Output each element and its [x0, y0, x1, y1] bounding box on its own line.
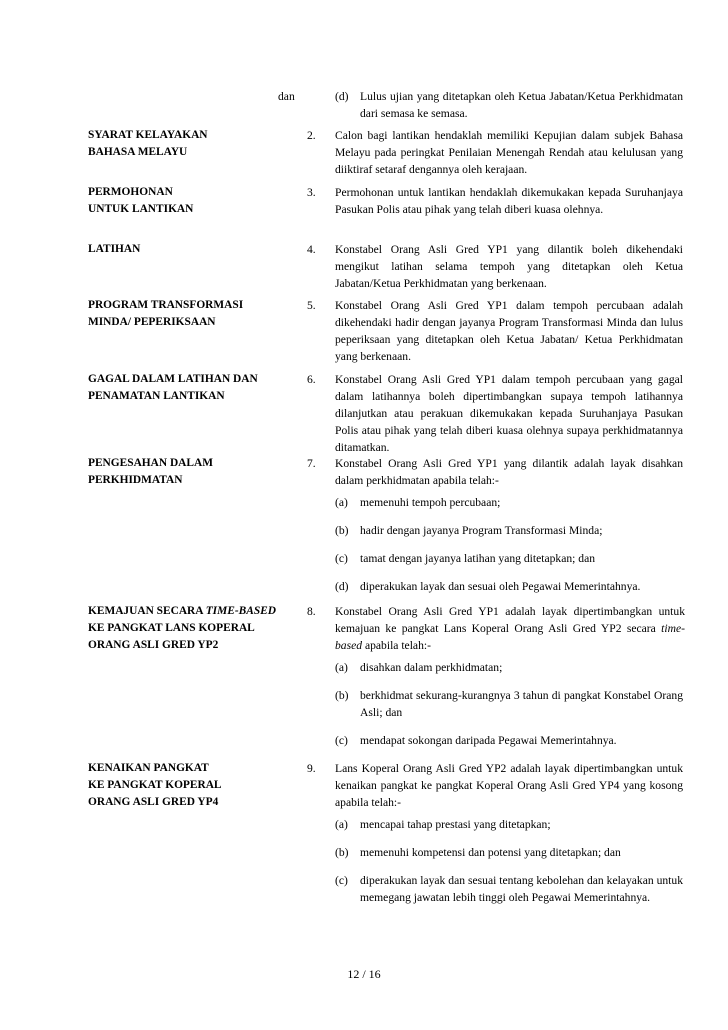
item-label: (a) [335, 496, 348, 509]
item-text: mencapai tahap prestasi yang ditetapkan; [360, 818, 551, 831]
section-text: Lans Koperal Orang Asli Gred YP2 adalah layak dipertimbangkan untuk kenaikan pangkat ke pangkat Koperal Orang Asli Gred YP4 yang kosong apabila telah:- [335, 762, 683, 809]
section-number: 4. [307, 243, 316, 256]
item-text: Lulus ujian yang ditetapkan oleh Ketua Jabatan/Ketua Perkhidmatan dari semasa ke semasa. [360, 90, 683, 120]
item-text: memenuhi kompetensi dan potensi yang ditetapkan; dan [360, 846, 621, 859]
item-label: (c) [335, 874, 348, 887]
section-text: Calon bagi lantikan hendaklah memiliki Kepujian dalam subjek Bahasa Melayu pada peringkat Penilaian Menengah Rendah atau kelulusan yang diiktiraf setaraf dengannya oleh kerajaan. [335, 129, 683, 176]
item-label: (d) [335, 90, 349, 103]
item-text: hadir dengan jayanya Program Transformasi Minda; [360, 524, 603, 537]
section-text: Konstabel Orang Asli Gred YP1 adalah layak dipertimbangkan untuk kemajuan ke pangkat Lans Koperal Orang Asli Gred YP2 secara time-based apabila telah:- [335, 605, 685, 652]
section-number: 2. [307, 129, 316, 142]
item-text: diperakukan layak dan sesuai oleh Pegawai Memerintahnya. [360, 580, 641, 593]
item-text: berkhidmat sekurang-kurangnya 3 tahun di pangkat Konstabel Orang Asli; dan [360, 689, 683, 719]
item-text: tamat dengan jayanya latihan yang ditetapkan; dan [360, 552, 596, 565]
section-text: Permohonan untuk lantikan hendaklah dikemukakan kepada Suruhanjaya Pasukan Polis atau pihak yang telah diberi kuasa olehnya. [335, 186, 683, 216]
item-label: (b) [335, 689, 349, 702]
item-label: (b) [335, 846, 349, 859]
item-label: (a) [335, 818, 348, 831]
item-text: disahkan dalam perkhidmatan; [360, 661, 503, 674]
section-heading: PERMOHONAN UNTUK LANTIKAN [88, 186, 194, 215]
section-heading: LATIHAN [88, 243, 141, 255]
page-number: 12 / 16 [347, 967, 381, 981]
section-number: 5. [307, 299, 316, 312]
section-number: 6. [307, 373, 316, 386]
section-number: 8. [307, 605, 316, 618]
item-label: (b) [335, 524, 349, 537]
section-number: 3. [307, 186, 316, 199]
section-heading: KEMAJUAN SECARA TIME-BASED KE PANGKAT LANS KOPERAL ORANG ASLI GRED YP2 [88, 605, 276, 651]
item-text: memenuhi tempoh percubaan; [360, 496, 501, 509]
section-heading: PENGESAHAN DALAM PERKHIDMATAN [88, 457, 213, 486]
section-text: Konstabel Orang Asli Gred YP1 dalam tempoh percubaan adalah dikehendaki hadir dengan jayanya Program Transformasi Minda dan lulus peperiksaan yang ditetapkan oleh Ketua Jabatan/ Ketua Perkhidmatan yang berkenaan. [335, 299, 683, 363]
section-text: Konstabel Orang Asli Gred YP1 yang dilantik adalah layak disahkan dalam perkhidmatan apabila telah:- [335, 457, 683, 487]
section-number: 7. [307, 457, 316, 470]
item-text: diperakukan layak dan sesuai tentang kebolehan dan kelayakan untuk memegang jawatan lebih tinggi oleh Pegawai Memerintahnya. [360, 874, 683, 904]
item-label: (a) [335, 661, 348, 674]
item-text: mendapat sokongan daripada Pegawai Memerintahnya. [360, 734, 617, 747]
section-heading: SYARAT KELAYAKAN BAHASA MELAYU [88, 129, 208, 158]
section-text: Konstabel Orang Asli Gred YP1 yang dilantik boleh dikehendaki mengikut latihan selama tempoh yang ditetapkan oleh Ketua Jabatan/Ketua Perkhidmatan yang berkenaan. [335, 243, 683, 290]
section-number: 9. [307, 762, 316, 775]
section-heading: PROGRAM TRANSFORMASI MINDA/ PEPERIKSAAN [88, 299, 244, 328]
item-label: (c) [335, 734, 348, 747]
connector-word: dan [278, 90, 295, 103]
section-text: Konstabel Orang Asli Gred YP1 dalam tempoh percubaan yang gagal dalam latihannya boleh dipertimbangkan supaya tempoh latihannya dilanjutkan atau perakuan dikemukakan kepada Suruhanjaya Pasukan Polis atau pihak yang telah diberi kuasa olehnya supaya perkhidmatannya ditamatkan. [335, 373, 683, 454]
item-label: (c) [335, 552, 348, 565]
item-label: (d) [335, 580, 349, 593]
section-heading: GAGAL DALAM LATIHAN DAN PENAMATAN LANTIKAN [88, 373, 258, 402]
section-heading: KENAIKAN PANGKAT KE PANGKAT KOPERAL ORANG ASLI GRED YP4 [88, 762, 222, 808]
